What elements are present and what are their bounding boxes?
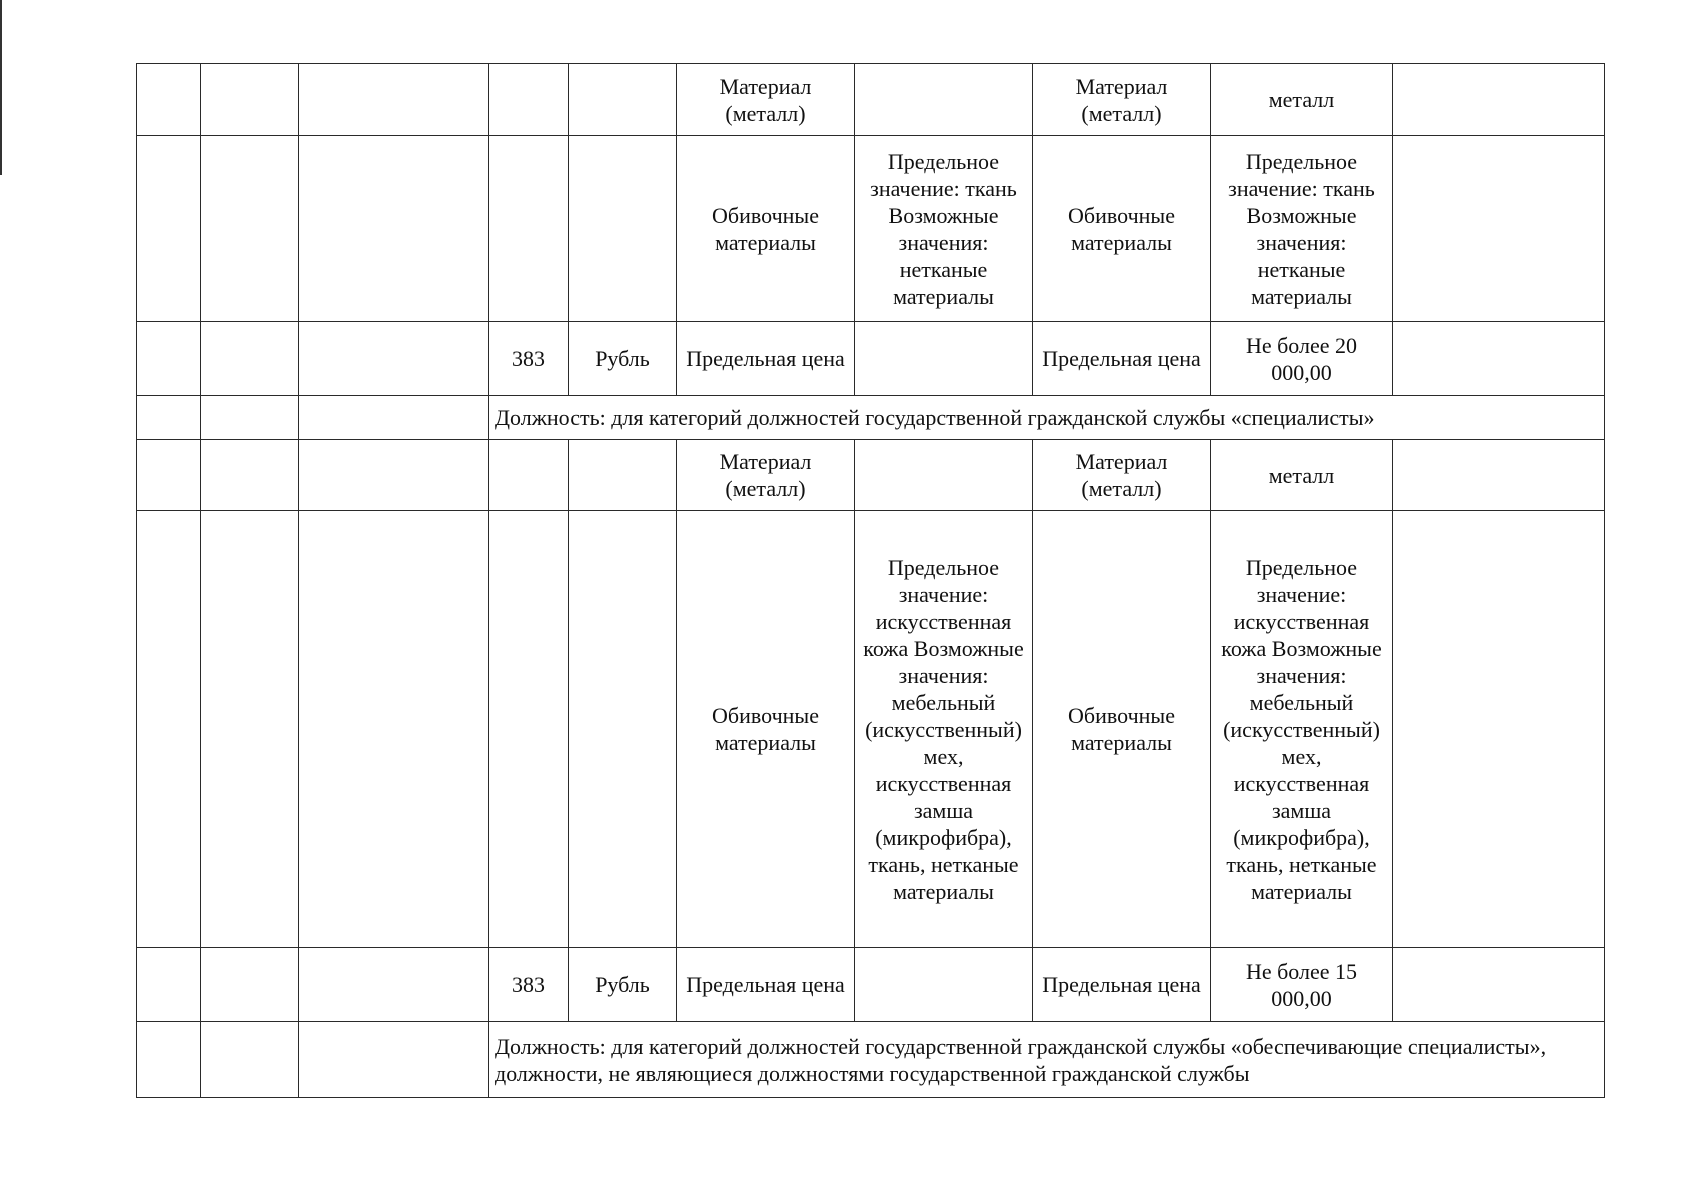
unit-name: Рубль (569, 322, 677, 396)
table-cell (299, 322, 489, 396)
table-cell (299, 136, 489, 322)
table-cell (201, 440, 299, 511)
table-cell (299, 396, 489, 440)
characteristic-name-2: Обивочные материалы (1033, 511, 1211, 948)
characteristic-name-2: Материал (металл) (1033, 64, 1211, 136)
limit-value: Предельное значение: искусственная кожа Возможные значения: мебельный (искусственный) мех, искусственная замша (микрофибра), ткань, нетканые материалы (855, 511, 1033, 948)
characteristic-name-2: Предельная цена (1033, 948, 1211, 1022)
table-cell (299, 440, 489, 511)
characteristic-name-2: Обивочные материалы (1033, 136, 1211, 322)
characteristic-name: Обивочные материалы (677, 136, 855, 322)
table-cell (1393, 322, 1605, 396)
table-cell (299, 511, 489, 948)
table-row (137, 1022, 1605, 1098)
table-cell (1393, 511, 1605, 948)
table-cell (201, 948, 299, 1022)
limit-value: Предельное значение: ткань Возможные значения: нетканые материалы (855, 136, 1033, 322)
okei-code: 383 (489, 948, 569, 1022)
table-cell (299, 64, 489, 136)
table-cell (201, 1022, 299, 1098)
table-cell (1393, 948, 1605, 1022)
table-cell (489, 64, 569, 136)
table-row (137, 396, 1605, 440)
table-cell (201, 511, 299, 948)
table-cell (201, 136, 299, 322)
table-cell (489, 136, 569, 322)
table-cell (137, 396, 201, 440)
characteristic-name: Предельная цена (677, 322, 855, 396)
characteristic-value: Не более 15 000,00 (1211, 948, 1393, 1022)
characteristic-name: Материал (металл) (677, 64, 855, 136)
table-row (137, 511, 1605, 948)
characteristic-value: металл (1211, 64, 1393, 136)
unit-name: Рубль (569, 948, 677, 1022)
table-cell (1393, 136, 1605, 322)
table-row (137, 64, 1605, 136)
table-cell (201, 64, 299, 136)
table-cell (569, 440, 677, 511)
limit-value (855, 322, 1033, 396)
requirements-table (136, 63, 1605, 1098)
table-cell (137, 64, 201, 136)
table-cell (137, 440, 201, 511)
position-heading: Должность: для категорий должностей государственной гражданской службы «специалисты» (489, 396, 1605, 440)
characteristic-value: Предельное значение: ткань Возможные значения: нетканые материалы (1211, 136, 1393, 322)
table-cell (569, 136, 677, 322)
table-cell (1393, 440, 1605, 511)
characteristic-name: Предельная цена (677, 948, 855, 1022)
table-cell (201, 396, 299, 440)
table-cell (299, 1022, 489, 1098)
limit-value (855, 948, 1033, 1022)
table-row (137, 322, 1605, 396)
characteristic-name-2: Материал (металл) (1033, 440, 1211, 511)
table-cell (137, 511, 201, 948)
limit-value (855, 64, 1033, 136)
characteristic-value: Не более 20 000,00 (1211, 322, 1393, 396)
table-row (137, 136, 1605, 322)
table-cell (137, 948, 201, 1022)
characteristic-value: Предельное значение: искусственная кожа Возможные значения: мебельный (искусственный) мех, искусственная замша (микрофибра), ткань, нетканые материалы (1211, 511, 1393, 948)
table-cell (137, 1022, 201, 1098)
okei-code: 383 (489, 322, 569, 396)
table-cell (1393, 64, 1605, 136)
table-cell (489, 440, 569, 511)
table-cell (137, 136, 201, 322)
position-heading: Должность: для категорий должностей государственной гражданской службы «обеспечивающие специалисты», должности, не являющиеся должностями государственной гражданской службы (489, 1022, 1605, 1098)
table-cell (299, 948, 489, 1022)
characteristic-name-2: Предельная цена (1033, 322, 1211, 396)
table-cell (489, 511, 569, 948)
table-row (137, 440, 1605, 511)
characteristic-value: металл (1211, 440, 1393, 511)
limit-value (855, 440, 1033, 511)
characteristic-name: Материал (металл) (677, 440, 855, 511)
table-cell (569, 64, 677, 136)
scan-edge-line (0, 0, 2, 175)
table-cell (137, 322, 201, 396)
table-cell (569, 511, 677, 948)
table-row (137, 948, 1605, 1022)
table-cell (201, 322, 299, 396)
characteristic-name: Обивочные материалы (677, 511, 855, 948)
